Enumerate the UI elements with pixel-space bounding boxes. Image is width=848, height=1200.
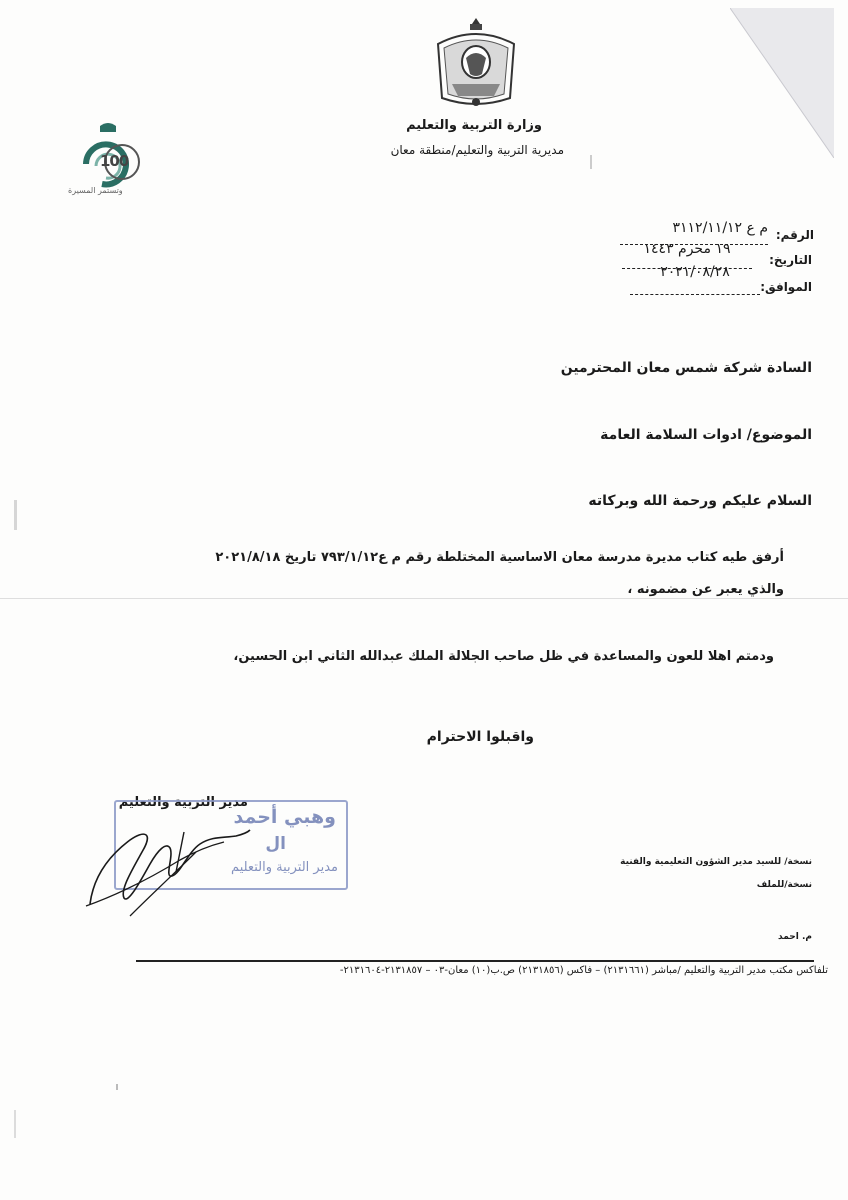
scan-speck [14,1110,16,1138]
reference-number-value: م ع ٣١١٢/١١/١٢ [672,220,768,236]
copy-to-file: نسخة/للملف [756,880,812,890]
body-line-2: والذي يعبر عن مضمونه ، [627,582,784,597]
scan-artifact-line [0,598,848,599]
stamp-line-1: وهبي أحمد [233,806,336,828]
scan-speck [590,155,592,169]
signatory-title: مدير التربية والتعليم [118,795,248,810]
scan-speck [116,1084,118,1090]
addressee: السادة شركة شمس معان المحترمين [560,360,812,376]
body-line-1: أرفق طيه كتاب مديرة مدرسة معان الاساسية المختلطة رقم م ع٧٩٣/١/١٢ تاريخ ٢٠٢١/٨/١٨ [215,550,784,565]
date-gregorian-label: الموافق: [760,280,812,294]
footer-contact: تلفاكس مكتب مدير التربية والتعليم /مباشر (٢١٣١٦٦١) – فاكس (٢١٣١٨٥٦) ص.ب(١٠) معان-٠٣ – ٢١٣١٨٥٧-٢١٣١٦٠٤- [339,965,828,976]
writer-initials: م. احمد [778,932,812,942]
date-gregorian-value: ٢٠٢١/٠٨/٢٨ [660,264,730,280]
greeting: السلام عليكم ورحمة الله وبركاته [588,493,812,509]
closing-wish: ودمتم اهلا للعون والمساعدة في ظل صاحب الجلالة الملك عبدالله الثاني ابن الحسين، [233,649,774,664]
subject: الموضوع/ ادوات السلامة العامة [600,427,812,443]
regards: واقبلوا الاحترام [426,729,534,745]
centenary-number: 100 [100,152,129,170]
footer-rule [136,960,814,962]
date-hijri-value: ١٩ محرم ١٤٤٣ [643,241,731,257]
scan-speck [14,500,17,530]
stamp-line-3: مدير التربية والتعليم [231,860,338,875]
reference-number-label: الرقم: [775,228,814,242]
handwritten-signature [84,812,254,920]
jordan-crest-icon [430,14,522,112]
ministry-name: وزارة التربية والتعليم [406,118,542,133]
centenary-caption: وتستمر المسيرة [68,186,123,195]
copy-to-director: نسخة/ للسيد مدير الشؤون التعليمية والفنية [620,857,812,867]
directorate-name: مديرية التربية والتعليم/منطقة معان [390,143,564,157]
page-corner-fold [730,8,834,158]
date-gregorian-line [630,294,760,295]
date-hijri-label: التاريخ: [769,253,812,267]
stamp-line-2: ال [265,834,286,854]
